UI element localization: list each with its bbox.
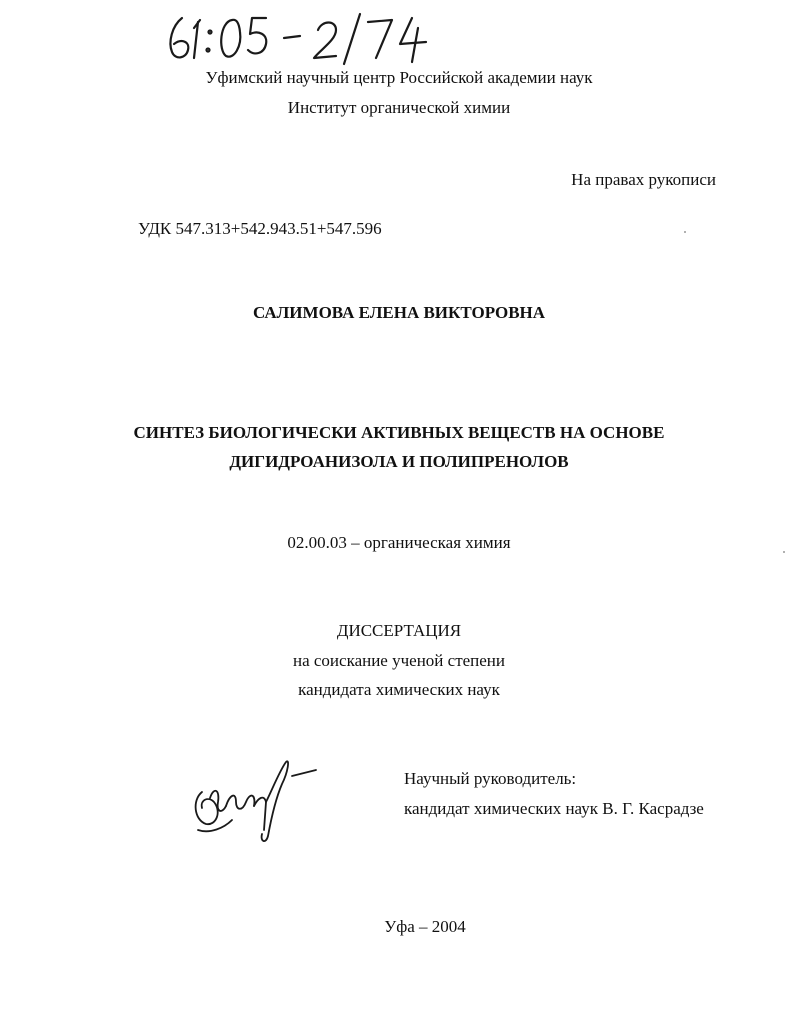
degree-line-1: на соискание ученой степени	[292, 651, 506, 670]
organization-name: Уфимский научный центр Российской академии наук	[205, 68, 593, 87]
specialty: 02.00.03 – органическая химия	[287, 533, 511, 552]
scan-speck	[684, 231, 686, 233]
title-line-2: ДИГИДРОАНИЗОЛА И ПОЛИПРЕНОЛОВ	[229, 452, 569, 471]
handwritten-archive-number	[160, 4, 460, 74]
degree-line-2: кандидата химических наук	[298, 680, 500, 699]
handwritten-signature	[180, 750, 330, 850]
supervisor-name: кандидат химических наук В. Г. Касрадзе	[404, 799, 704, 818]
scan-speck	[783, 551, 785, 553]
author-name: САЛИМОВА ЕЛЕНА ВИКТОРОВНА	[252, 303, 546, 322]
institute-name: Институт органической химии	[287, 98, 511, 117]
place-year: Уфа – 2004	[384, 917, 466, 936]
document-type: ДИССЕРТАЦИЯ	[336, 621, 462, 640]
rights-note: На правах рукописи	[571, 170, 716, 189]
supervisor-label: Научный руководитель:	[404, 769, 577, 788]
title-line-1: СИНТЕЗ БИОЛОГИЧЕСКИ АКТИВНЫХ ВЕЩЕСТВ НА ОСНОВЕ	[133, 423, 665, 442]
udc-code: УДК 547.313+542.943.51+547.596	[138, 219, 382, 238]
